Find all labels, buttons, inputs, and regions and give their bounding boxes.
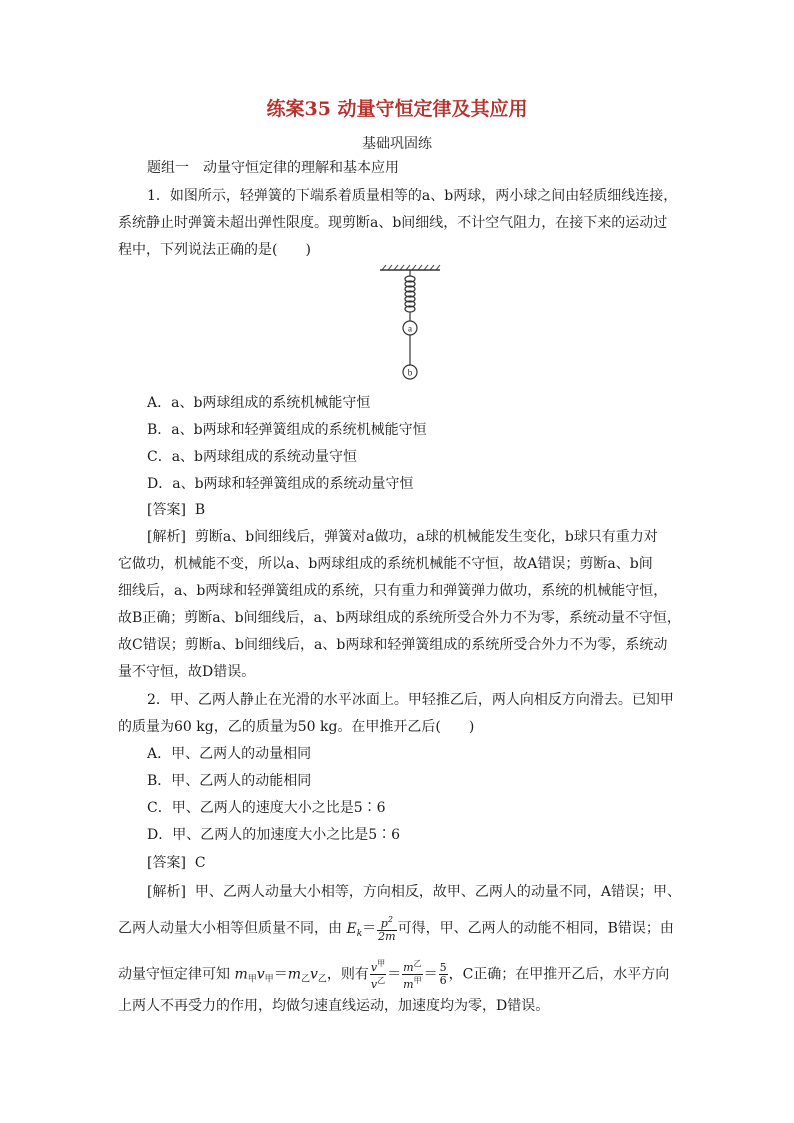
section-subtitle: 基础巩固练 <box>362 136 432 152</box>
analysis-text: ，C正确；在甲推开乙后，水平方向 <box>448 966 670 983</box>
analysis-text: 可得，甲、乙两人的动能不相同，B错误；由 <box>397 920 674 937</box>
v-symbol: v <box>256 966 265 983</box>
m-symbol: m <box>287 966 301 983</box>
sub-jia: 甲 <box>247 974 257 985</box>
ball-b-label: b <box>407 367 413 378</box>
mass-ratio-fraction: $\frac{m^乙}{m^甲}$ <box>403 959 422 991</box>
q2-option-d: D．甲、乙两人的加速度大小之比是5∶6 <box>147 827 401 843</box>
page-title: 练案35 动量守恒定律及其应用 <box>266 98 528 120</box>
ball-a-label: a <box>408 323 412 334</box>
q1-analysis-line-6: 量不守恒，故D错误。 <box>118 664 256 680</box>
velocity-ratio-fraction: $\frac{v^甲}{v^乙}$ <box>370 959 386 991</box>
q1-stem-line-1: 1．如图所示，轻弹簧的下端系着质量相等的a、b两球，两小球之间由轻质细线连接， <box>147 188 678 204</box>
q2-stem-line-1: 2．甲、乙两人静止在光滑的水平冰面上。甲轻推乙后，两人向相反方向滑去。已知甲 <box>147 692 674 708</box>
analysis-text: ，则有 <box>326 966 369 983</box>
q2-option-a: A．甲、乙两人的动量相同 <box>147 746 312 762</box>
q2-stem-line-2: 的质量为60 kg，乙的质量为50 kg。在甲推开乙后( ) <box>118 719 475 735</box>
analysis-label: [解析] <box>147 884 186 900</box>
q1-option-b: B．a、b两球和轻弹簧组成的系统机械能守恒 <box>147 422 427 438</box>
ek-fraction: $\frac{p^2}{2m}$ <box>378 915 396 943</box>
spring-coil <box>405 270 415 321</box>
sub-yi: 乙 <box>317 974 327 985</box>
analysis-label: [解析] <box>147 529 186 545</box>
sub-jia: 甲 <box>264 974 274 985</box>
sub-yi: 乙 <box>300 974 310 985</box>
q2-analysis-line-4: 上两人不再受力的作用，均做匀速直线运动，加速度均为零，D错误。 <box>118 998 550 1014</box>
m-symbol: m <box>234 966 248 983</box>
answer-value: C <box>194 855 206 871</box>
spring-ball-figure <box>370 262 450 382</box>
q1-analysis-line-1 <box>147 527 658 547</box>
group-title: 题组一 动量守恒定律的理解和基本应用 <box>147 160 399 176</box>
q2-analysis-line-3 <box>118 958 669 991</box>
q1-answer <box>147 500 205 520</box>
analysis-text: 乙两人动量大小相等但质量不同，由 <box>118 920 342 937</box>
q1-analysis-line-5: 故C错误；剪断a、b间细线后，a、b两球和轻弹簧组成的系统所受合外力不为零，系统动 <box>118 637 668 653</box>
answer-label: [答案] <box>147 855 186 871</box>
q1-stem-line-2: 系统静止时弹簧未超出弹性限度。现剪断a、b间细线，不计空气阻力，在接下来的运动过 <box>118 215 668 231</box>
analysis-text: 剪断a、b间细线后，弹簧对a做功，a球的机械能发生变化，b球只有重力对 <box>194 529 658 545</box>
equals-sign: ＝ <box>387 966 402 983</box>
equals-sign: ＝ <box>362 920 377 937</box>
q1-option-d: D．a、b两球和轻弹簧组成的系统动量守恒 <box>147 476 414 492</box>
q2-option-b: B．甲、乙两人的动能相同 <box>147 773 312 789</box>
v-symbol: v <box>309 966 318 983</box>
answer-label: [答案] <box>147 502 186 518</box>
q2-option-c: C．甲、乙两人的速度大小之比是5∶6 <box>147 800 386 816</box>
q1-analysis-line-4: 故B正确；剪断a、b间细线后，a、b两球组成的系统所受合外力不为零，系统动量不守恒， <box>118 610 681 626</box>
analysis-text: 动量守恒定律可知 <box>118 966 230 983</box>
q1-option-a: A．a、b两球组成的系统机械能守恒 <box>147 395 371 411</box>
analysis-text: 甲、乙两人动量大小相等，方向相反，故甲、乙两人的动量不同，A错误；甲、 <box>194 884 681 900</box>
q1-stem-line-3: 程中，下列说法正确的是( ) <box>118 242 311 258</box>
q2-analysis-line-1 <box>147 882 681 902</box>
q1-analysis-line-3: 细线后，a、b两球和轻弹簧组成的系统，只有重力和弹簧弹力做功，系统的机械能守恒， <box>118 583 668 599</box>
q1-option-c: C．a、b两球组成的系统动量守恒 <box>147 449 358 465</box>
equals-sign: ＝ <box>423 966 438 983</box>
five-sixths-fraction: $\frac{5}{6}$ <box>439 961 447 987</box>
equals-sign: ＝ <box>273 966 288 983</box>
q2-analysis-line-2 <box>118 914 674 944</box>
ek-symbol: $E_k$ <box>346 920 363 939</box>
q2-answer <box>147 853 206 873</box>
answer-value: B <box>194 502 206 518</box>
q1-analysis-line-2: 它做功，机械能不变，所以a、b两球组成的系统机械能不守恒，故A错误；剪断a、b间 <box>118 556 653 572</box>
